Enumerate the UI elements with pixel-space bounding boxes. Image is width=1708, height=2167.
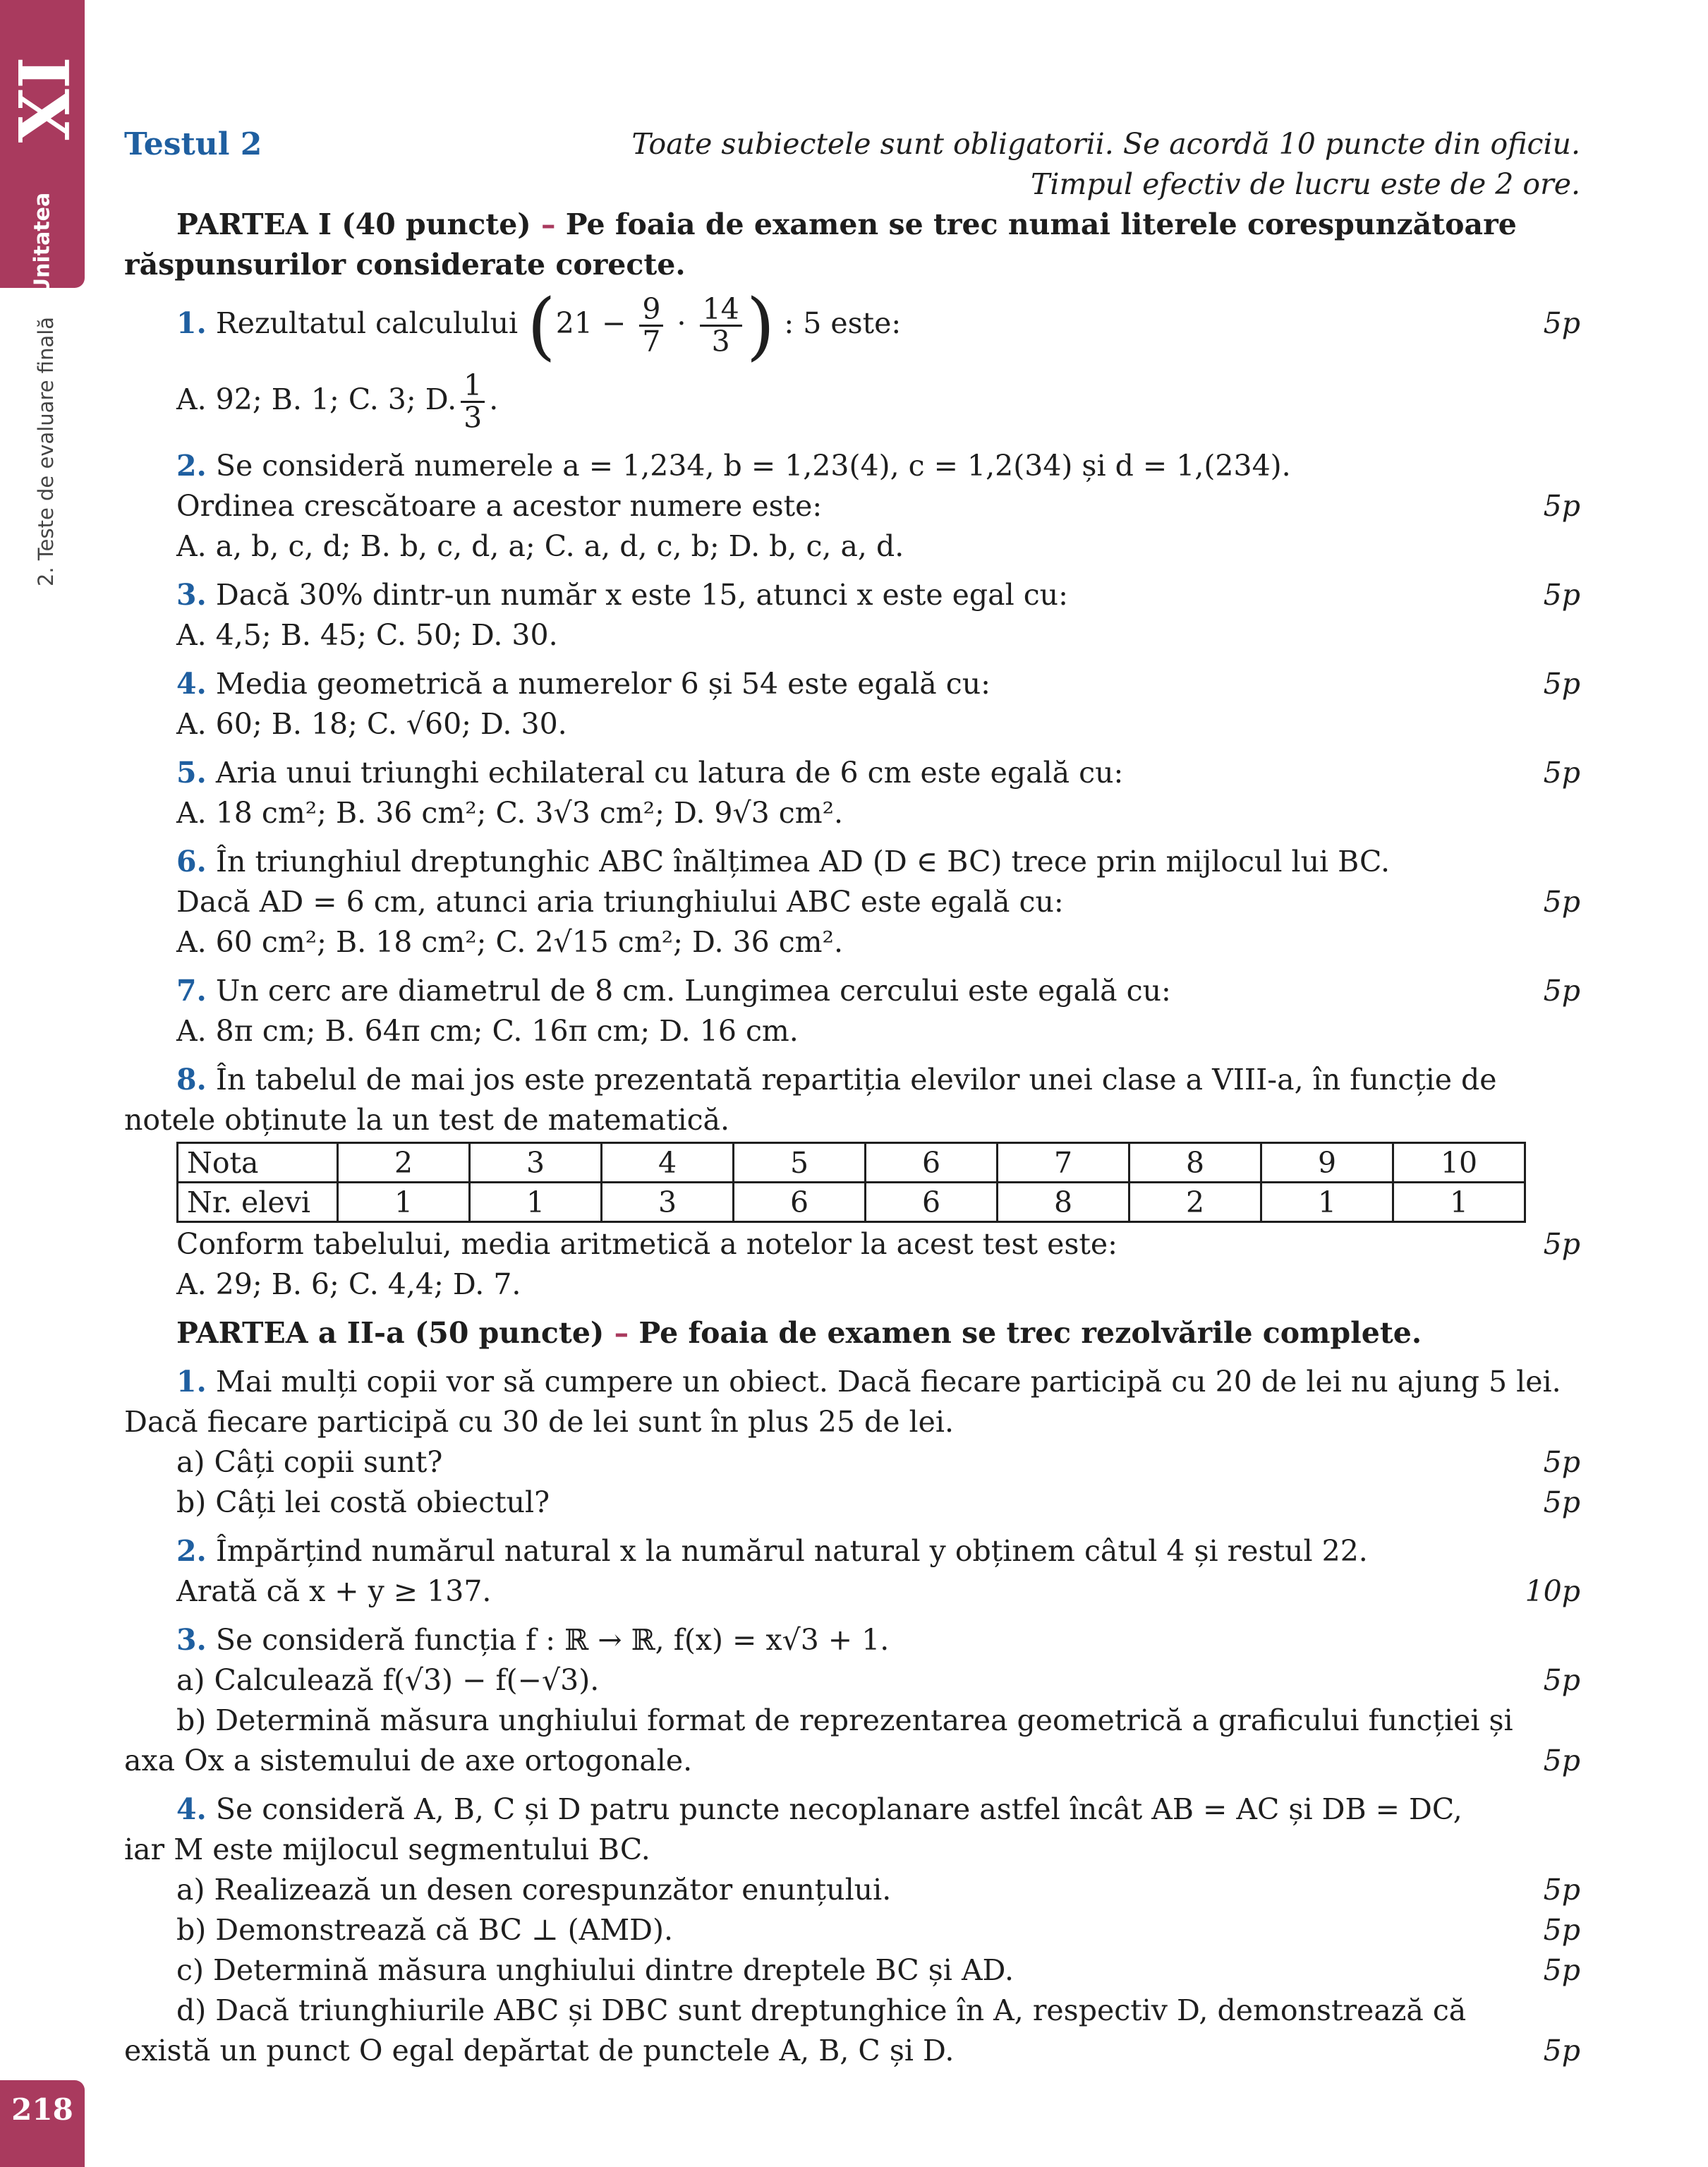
question-text: Se consideră A, B, C și D patru puncte necoplanare astfel încât AB = AC și DB = DC,	[215, 1792, 1462, 1826]
part2-dash: –	[614, 1316, 629, 1350]
table-cell: 2	[338, 1143, 470, 1183]
table-cell: 6	[734, 1183, 866, 1222]
question-2-answers: A. a, b, c, d; B. b, c, d, a; C. a, d, c, b; D. b, c, a, d.	[176, 529, 904, 563]
points: 5p	[1543, 1873, 1580, 1907]
question-8-line-3	[124, 1224, 1580, 1264]
question-number: 8.	[176, 1063, 207, 1097]
question-text: Se consideră funcția f : ℝ → ℝ, f(x) = x√3 + 1.	[215, 1623, 890, 1657]
part1-dash: –	[541, 207, 556, 241]
question-4	[124, 664, 1580, 704]
problem-4-d: d) Dacă triunghiurile ABC și DBC sunt dreptunghice în A, respectiv D, demonstrează că	[176, 1993, 1467, 2027]
points: 5p	[1543, 885, 1580, 919]
problem-3-a	[124, 1660, 1580, 1701]
question-number: 1.	[176, 1365, 207, 1399]
paren-close: )	[746, 282, 775, 369]
part2-title: PARTEA a II-a (50 puncte)	[176, 1316, 605, 1350]
table-cell: 4	[602, 1143, 734, 1183]
table-cell: 6	[866, 1183, 998, 1222]
table-cell: 8	[1129, 1143, 1261, 1183]
subquestion: a) Realizează un desen corespunzător enunțului.	[176, 1873, 892, 1907]
table-cell: 5	[734, 1143, 866, 1183]
part1-instruction-b: răspunsurilor considerate corecte.	[124, 248, 686, 282]
problem-1-line-2: Dacă fiecare participă cu 30 de lei sunt în plus 25 de lei.	[124, 1405, 955, 1439]
fraction-14-3: $\frac{14}{3}$	[700, 294, 742, 357]
points: 5p	[1543, 1445, 1580, 1479]
points: 5p	[1543, 1744, 1580, 1777]
problem-4-b	[124, 1910, 1580, 1950]
section-label: 2. Teste de evaluare finală	[34, 316, 59, 587]
subquestion: axa Ox a sistemului de axe ortogonale.	[124, 1744, 693, 1777]
table-header-cell: Nota	[178, 1143, 338, 1183]
points: 5p	[1543, 974, 1580, 1008]
question-8	[124, 1060, 1580, 1100]
expr-c: : 5 este:	[784, 306, 902, 340]
question-text: Împărțind numărul natural x la numărul natural y obținem câtul 4 și restul 22.	[215, 1534, 1368, 1568]
question-text: Mai mulți copii vor să cumpere un obiect. Dacă fiecare participă cu 20 de lei nu ajung 5 lei.	[215, 1365, 1561, 1399]
test-content	[124, 124, 1580, 2071]
question-text: În triunghiul dreptunghic ABC înălțimea AD (D ∈ BC) trece prin mijlocul lui BC.	[215, 845, 1390, 879]
table-cell: 1	[338, 1183, 470, 1222]
table-cell: 10	[1393, 1143, 1525, 1183]
points: 5p	[1543, 306, 1580, 340]
points: 5p	[1543, 1953, 1580, 1987]
question-number: 6.	[176, 845, 207, 879]
question-8-answers: A. 29; B. 6; C. 4,4; D. 7.	[176, 1267, 521, 1301]
question-text: Conform tabelului, media aritmetică a notelor la acest test este:	[176, 1227, 1118, 1261]
problem-3-b-line-2	[124, 1741, 1580, 1781]
question-number: 5.	[176, 756, 207, 790]
question-text: Rezultatul calculului	[215, 306, 519, 340]
question-3	[124, 575, 1580, 615]
question-3-answers: A. 4,5; B. 45; C. 50; D. 30.	[176, 618, 558, 652]
table-row	[178, 1183, 1525, 1222]
points: 5p	[1543, 2034, 1580, 2068]
question-text: Un cerc are diametrul de 8 cm. Lungimea cercului este egală cu:	[215, 974, 1171, 1008]
question-number: 3.	[176, 1623, 207, 1657]
question-text: Media geometrică a numerelor 6 și 54 este egală cu:	[215, 667, 991, 701]
test-header	[124, 124, 1580, 164]
part1-title: PARTEA I (40 puncte)	[176, 207, 531, 241]
question-8-line-2: notele obținute la un test de matematică.	[124, 1103, 730, 1137]
part2-instruction: Pe foaia de examen se trec rezolvările complete.	[638, 1316, 1422, 1350]
question-7	[124, 971, 1580, 1011]
problem-4-d-line-2	[124, 2031, 1580, 2071]
problem-4-line-2: iar M este mijlocul segmentului BC.	[124, 1833, 650, 1866]
question-number: 4.	[176, 1792, 207, 1826]
question-6	[124, 842, 1580, 882]
points: 5p	[1543, 578, 1580, 612]
question-number: 2.	[176, 449, 207, 483]
problem-4-a	[124, 1870, 1580, 1910]
question-6-answers: A. 60 cm²; B. 18 cm²; C. 2√15 cm²; D. 36 cm².	[176, 925, 844, 959]
subquestion: b) Câți lei costă obiectul?	[176, 1485, 550, 1519]
table-header-cell: Nr. elevi	[178, 1183, 338, 1222]
table-cell: 3	[470, 1143, 602, 1183]
table-cell: 3	[602, 1183, 734, 1222]
problem-4-c	[124, 1950, 1580, 1991]
points: 5p	[1543, 756, 1580, 790]
question-6-line-2	[124, 882, 1580, 922]
part1-heading	[124, 205, 1580, 245]
question-2-line-2	[124, 486, 1580, 526]
question-number: 2.	[176, 1534, 207, 1568]
question-number: 3.	[176, 578, 207, 612]
page-number: 218	[11, 2092, 73, 2127]
expr-dot: ·	[677, 306, 686, 340]
problem-2	[124, 1531, 1580, 1571]
question-text: Dacă 30% dintr-un număr x este 15, atunci x este egal cu:	[215, 578, 1068, 612]
question-text: Arată că x + y ≥ 137.	[176, 1574, 492, 1608]
part1-instruction-a: Pe foaia de examen se trec numai literele corespunzătoare	[565, 207, 1517, 241]
points: 5p	[1543, 1663, 1580, 1697]
question-text: Se consideră numerele a = 1,234, b = 1,23(4), c = 1,2(34) și d = 1,(234).	[215, 449, 1291, 483]
question-1-answers	[124, 361, 1580, 437]
instructions-line-2: Timpul efectiv de lucru este de 2 ore.	[1031, 167, 1580, 201]
paren-open: (	[527, 282, 556, 369]
question-number: 7.	[176, 974, 207, 1008]
table-cell: 1	[1261, 1183, 1393, 1222]
question-4-answers: A. 60; B. 18; C. √60; D. 30.	[176, 707, 567, 741]
question-1	[124, 282, 1580, 369]
question-text: Dacă AD = 6 cm, atunci aria triunghiului ABC este egală cu:	[176, 885, 1064, 919]
subquestion: b) Demonstrează că BC ⊥ (AMD).	[176, 1913, 674, 1947]
subquestion: există un punct O egal depărtat de punctele A, B, C și D.	[124, 2034, 955, 2068]
grades-table	[176, 1142, 1526, 1223]
points: 5p	[1543, 1485, 1580, 1519]
points: 5p	[1543, 1913, 1580, 1947]
points: 5p	[1543, 1227, 1580, 1261]
problem-1	[124, 1362, 1580, 1402]
table-cell: 9	[1261, 1143, 1393, 1183]
subquestion: a) Calculează f(√3) − f(−√3).	[176, 1663, 600, 1697]
points: 10p	[1525, 1574, 1580, 1608]
problem-2-line-2	[124, 1571, 1580, 1612]
table-cell: 2	[1129, 1183, 1261, 1222]
question-5	[124, 753, 1580, 793]
table-cell: 1	[470, 1183, 602, 1222]
subquestion: c) Determină măsura unghiului dintre dreptele BC și AD.	[176, 1953, 1014, 1987]
points: 5p	[1543, 667, 1580, 701]
table-cell: 1	[1393, 1183, 1525, 1222]
problem-3-b: b) Determină măsura unghiului format de reprezentarea geometrică a graficului funcției și	[176, 1703, 1513, 1737]
question-2	[124, 446, 1580, 486]
question-number: 4.	[176, 667, 207, 701]
problem-1-b	[124, 1483, 1580, 1523]
question-5-answers: A. 18 cm²; B. 36 cm²; C. 3√3 cm²; D. 9√3 cm².	[176, 796, 844, 830]
answers: A. 92; B. 1; C. 3; D.	[176, 382, 457, 416]
unit-number: IX	[1, 56, 83, 143]
fraction-1-3: $\frac{1}{3}$	[461, 370, 485, 433]
expr-a: 21 −	[555, 306, 626, 340]
problem-4	[124, 1789, 1580, 1830]
subquestion: a) Câți copii sunt?	[176, 1445, 443, 1479]
fraction-9-7: $\frac{9}{7}$	[639, 294, 663, 357]
points: 5p	[1543, 489, 1580, 523]
test-title: Testul 2	[124, 126, 262, 162]
instructions-row-2	[124, 164, 1580, 205]
problem-1-a	[124, 1442, 1580, 1483]
table-cell: 8	[998, 1183, 1129, 1222]
table-cell: 6	[866, 1143, 998, 1183]
table-cell: 7	[998, 1143, 1129, 1183]
question-text: Aria unui triunghi echilateral cu latura de 6 cm este egală cu:	[215, 756, 1124, 790]
unit-label: Unitatea	[30, 192, 55, 295]
question-7-answers: A. 8π cm; B. 64π cm; C. 16π cm; D. 16 cm.	[176, 1014, 799, 1048]
question-text: În tabelul de mai jos este prezentată repartiția elevilor unei clase a VIII-a, în funcție de	[215, 1063, 1497, 1097]
table-row	[178, 1143, 1525, 1183]
question-number: 1.	[176, 306, 207, 340]
instructions-line-1: Toate subiectele sunt obligatorii. Se acordă 10 puncte din oficiu.	[631, 127, 1580, 161]
answers-end: .	[489, 382, 499, 416]
question-text: Ordinea crescătoare a acestor numere este:	[176, 489, 823, 523]
problem-3	[124, 1620, 1580, 1660]
part2-heading	[124, 1313, 1580, 1353]
